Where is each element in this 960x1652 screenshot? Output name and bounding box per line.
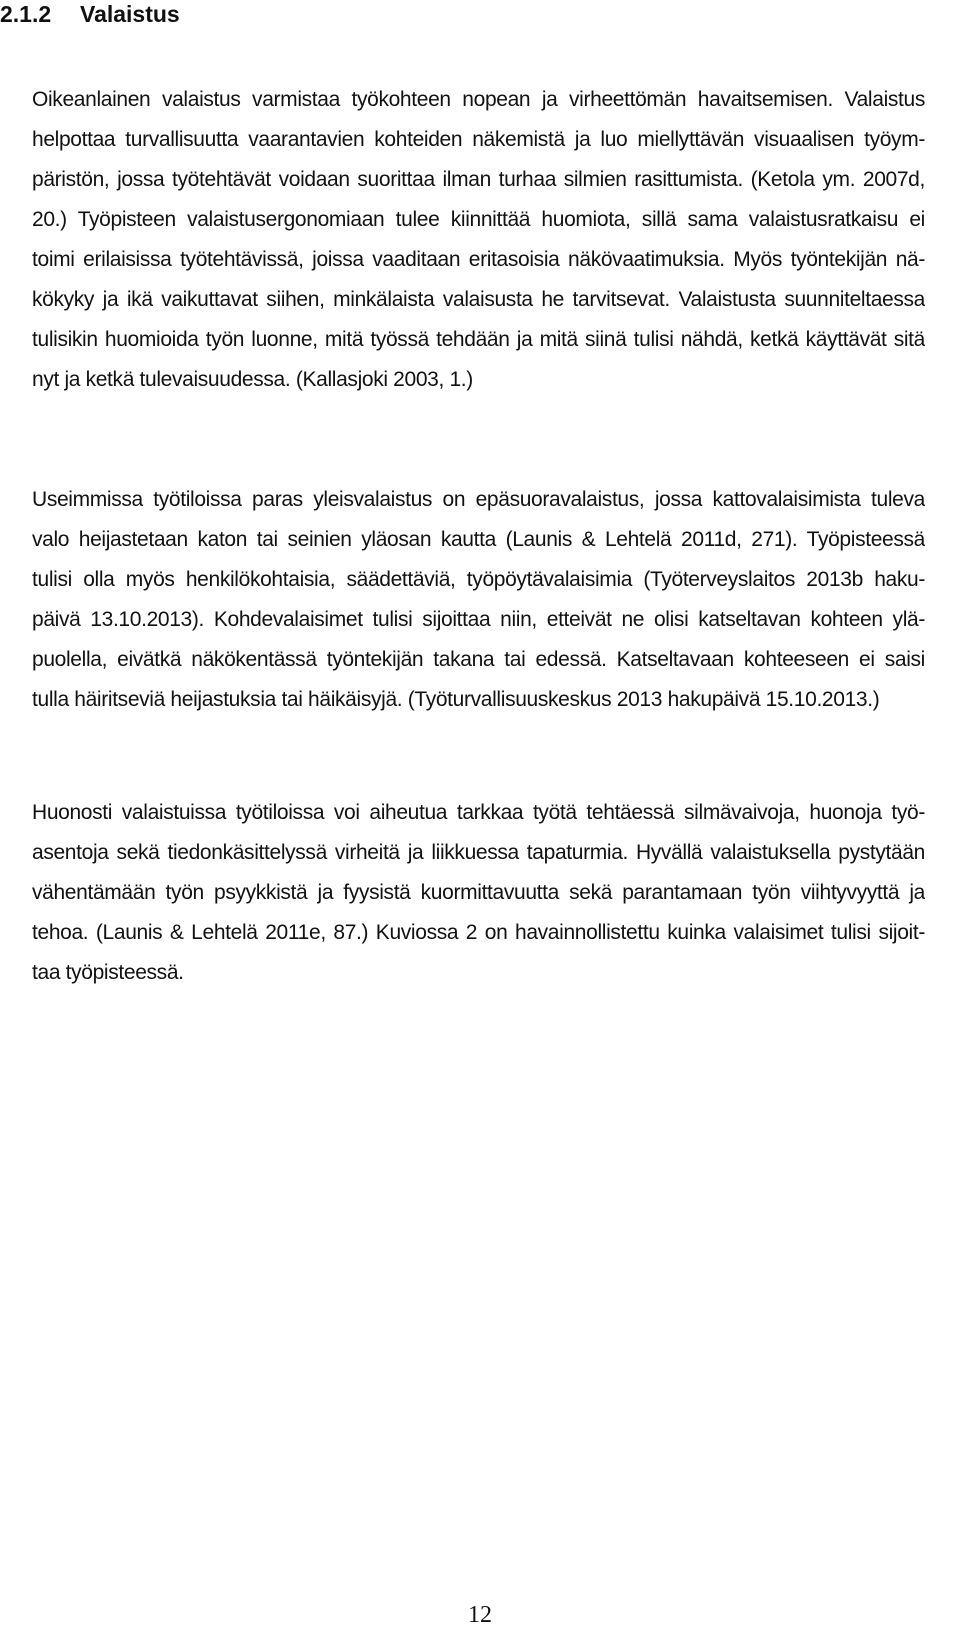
- text-line: päristön, jossa työtehtävät voidaan suorittaa ilman turhaa silmien rasittumista. (Ketola ym. 2007d,: [32, 168, 925, 191]
- text-line: valo heijastetaan katon tai seinien yläosan kautta (Launis & Lehtelä 2011d, 271). Työpisteessä: [32, 528, 925, 551]
- text-line: toimi erilaisissa työtehtävissä, joissa vaaditaan eritasoisia näkövaatimuksia. Myös työntekijän nä-: [32, 248, 925, 271]
- text-line: tulisikin huomioida työn luonne, mitä työssä tehdään ja mitä siinä tulisi nähdä, ketkä käyttävät sitä: [32, 328, 925, 351]
- text-line: helpottaa turvallisuutta vaarantavien kohteiden näkemistä ja luo miellyttävän visuaalisen työym-: [32, 128, 925, 151]
- text-line: asentoja sekä tiedonkäsittelyssä virheitä ja liikkuessa tapaturmia. Hyvällä valaistuksella pystytään: [32, 841, 925, 864]
- text-line: tulisi olla myös henkilökohtaisia, säädettäviä, työpöytävalaisimia (Työterveyslaitos 2013b haku-: [32, 568, 925, 591]
- text-line: Useimmissa työtiloissa paras yleisvalaistus on epäsuoravalaistus, jossa kattovalaisimista tuleva: [32, 488, 925, 511]
- paragraph-3: [32, 793, 925, 993]
- section-number: 2.1.2: [0, 1, 52, 27]
- text-line: kökyky ja ikä vaikuttavat siihen, minkälaista valaisusta he tarvitsevat. Valaistusta suunniteltaessa: [32, 288, 925, 311]
- text-line: nyt ja ketkä tulevaisuudessa. (Kallasjoki 2003, 1.): [32, 368, 473, 391]
- text-line: puolella, eivätkä näkökentässä työntekijän takana tai edessä. Katseltavaan kohteeseen ei saisi: [32, 648, 925, 671]
- section-heading: [0, 0, 180, 28]
- page-number: 12: [468, 1602, 492, 1628]
- paragraph-2: [32, 480, 925, 720]
- text-line: tehoa. (Launis & Lehtelä 2011e, 87.) Kuviossa 2 on havainnollistettu kuinka valaisimet tulisi sijoit-: [32, 921, 925, 944]
- text-line: päivä 13.10.2013). Kohdevalaisimet tulisi sijoittaa niin, etteivät ne olisi katseltavan kohteen ylä-: [32, 608, 925, 631]
- text-line: taa työpisteessä.: [32, 961, 184, 984]
- text-line: Huonosti valaistuissa työtiloissa voi aiheutua tarkkaa työtä tehtäessä silmävaivoja, huonoja työ-: [32, 801, 925, 824]
- text-line: Oikeanlainen valaistus varmistaa työkohteen nopean ja virheettömän havaitsemisen. Valaistus: [32, 88, 925, 111]
- text-line: tulla häiritseviä heijastuksia tai häikäisyjä. (Työturvallisuuskeskus 2013 hakupäivä 15.10.2013.): [32, 688, 880, 711]
- paragraph-1: [32, 80, 925, 400]
- text-line: vähentämään työn psyykkistä ja fyysistä kuormittavuutta sekä parantamaan työn viihtyvyyttä ja: [32, 881, 925, 904]
- text-line: 20.) Työpisteen valaistusergonomiaan tulee kiinnittää huomiota, sillä sama valaistusratkaisu ei: [32, 208, 925, 231]
- section-title: Valaistus: [80, 1, 180, 27]
